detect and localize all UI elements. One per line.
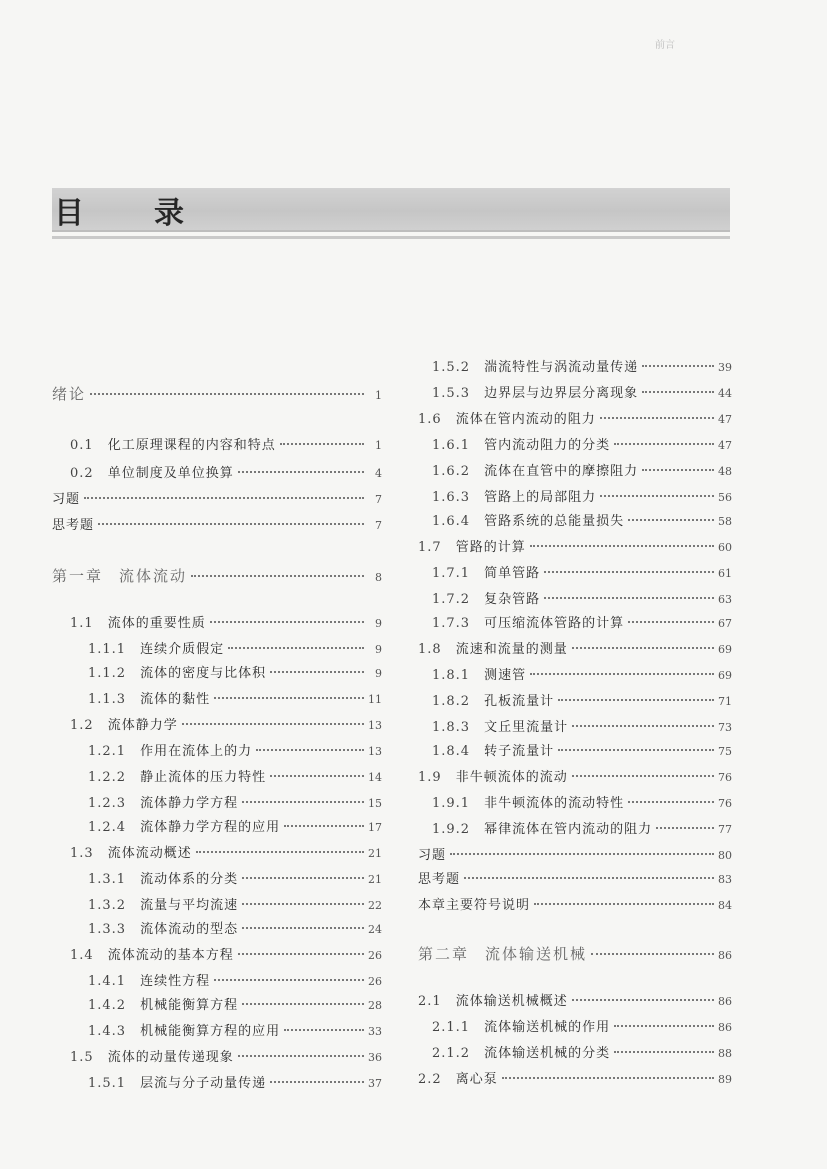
toc-entry[interactable]: [52, 843, 382, 865]
toc-entry[interactable]: [52, 565, 382, 589]
toc-entry[interactable]: [418, 537, 732, 559]
dot-leader: [628, 801, 714, 803]
toc-entry-title: 流动体系的分类: [140, 872, 239, 887]
toc-entry[interactable]: [52, 995, 382, 1017]
dot-leader: [242, 903, 364, 905]
toc-entry-title: 流量与平均流速: [140, 898, 239, 913]
toc-entry-page: 69: [718, 643, 732, 656]
toc-entry-title: 化工原理课程的内容和特点: [107, 438, 276, 453]
toc-entry-number: 1.3: [70, 846, 94, 861]
toc-entry-number: 1.4.3: [88, 1024, 127, 1039]
dot-leader: [284, 1029, 364, 1031]
toc-entry-number: 1.7.3: [432, 616, 471, 631]
toc-entry-page: 11: [368, 693, 382, 706]
dot-leader: [242, 927, 364, 929]
toc-entry-page: 1: [375, 439, 382, 452]
toc-entry-page: 21: [368, 873, 382, 886]
toc-entry[interactable]: [52, 971, 382, 993]
toc-entry[interactable]: [418, 487, 732, 509]
toc-entry[interactable]: [52, 945, 382, 967]
toc-entry-title: 转子流量计: [484, 744, 555, 759]
toc-entry[interactable]: [52, 515, 382, 537]
dot-leader: [614, 1025, 714, 1027]
toc-entry-number: 1.2: [70, 718, 94, 733]
toc-entry-title: 管路上的局部阻力: [484, 490, 597, 505]
dot-leader: [572, 775, 714, 777]
toc-entry-page: 83: [718, 873, 732, 886]
toc-entry[interactable]: [418, 819, 732, 841]
toc-entry-page: 71: [718, 695, 732, 708]
toc-entry[interactable]: [418, 767, 732, 789]
toc-entry-number: 2.1.1: [432, 1020, 471, 1035]
toc-entry[interactable]: [52, 489, 382, 511]
toc-entry-title: 管路的计算: [455, 540, 526, 555]
toc-entry-title: 边界层与边界层分离现象: [484, 386, 639, 401]
dot-leader: [558, 699, 714, 701]
toc-entry-title: 习题: [52, 492, 81, 507]
toc-entry[interactable]: [418, 357, 732, 379]
toc-entry-title: 流体静力学方程: [140, 796, 239, 811]
dot-leader: [450, 853, 714, 855]
toc-entry-number: 1.5.1: [88, 1076, 127, 1091]
toc-entry-title: 流体流动的基本方程: [107, 948, 234, 963]
toc-entry-number: 1.4.2: [88, 998, 127, 1013]
toc-entry-number: 0.1: [70, 438, 94, 453]
toc-entry-page: 47: [718, 413, 732, 426]
toc-entry-number: 1.5: [70, 1050, 94, 1065]
toc-entry-number: 1.6: [418, 412, 442, 427]
toc-entry-page: 4: [375, 467, 382, 480]
toc-entry-number: 1.9.1: [432, 796, 471, 811]
toc-entry-page: 28: [368, 999, 382, 1012]
toc-entry-title: 孔板流量计: [484, 694, 555, 709]
toc-entry-number: 1.8.2: [432, 694, 471, 709]
toc-entry-title: 管路系统的总能量损失: [484, 514, 625, 529]
toc-entry[interactable]: [418, 1043, 732, 1065]
dot-leader: [600, 417, 714, 419]
toc-entry-title: 流体输送机械概述: [455, 994, 568, 1009]
toc-entry-page: 44: [718, 387, 732, 400]
dot-leader: [238, 953, 364, 955]
toc-entry-page: 7: [375, 493, 382, 506]
toc-entry-title: 流体输送机械: [485, 945, 588, 963]
dot-leader: [214, 697, 364, 699]
toc-entry-title: 流速和流量的测量: [455, 642, 568, 657]
toc-entry[interactable]: [52, 383, 382, 407]
toc-entry-number: 1.3.3: [88, 922, 127, 937]
toc-entry-title: 离心泵: [455, 1072, 498, 1087]
toc-entry-number: 0.2: [70, 466, 94, 481]
toc-entry-page: 21: [368, 847, 382, 860]
toc-entry[interactable]: [418, 1069, 732, 1091]
dot-leader: [591, 953, 714, 955]
toc-entry-number: 1.8: [418, 642, 442, 657]
toc-entry-page: 24: [368, 923, 382, 936]
toc-entry-page: 84: [718, 899, 732, 912]
toc-entry[interactable]: [52, 793, 382, 815]
toc-entry-page: 47: [718, 439, 732, 452]
toc-entry-title: 非牛顿流体的流动: [455, 770, 568, 785]
toc-entry[interactable]: [418, 741, 732, 763]
toc-entry-number: 1.1.1: [88, 642, 127, 657]
toc-entry[interactable]: [418, 717, 732, 739]
dot-leader: [628, 519, 714, 521]
toc-entry[interactable]: [52, 1073, 382, 1095]
toc-entry-number: 1.3.2: [88, 898, 127, 913]
dot-leader: [642, 365, 714, 367]
toc-entry-number: 第二章: [418, 945, 470, 963]
toc-entry-page: 7: [375, 519, 382, 532]
dot-leader: [656, 827, 714, 829]
dot-leader: [238, 1055, 364, 1057]
toc-entry[interactable]: [418, 991, 732, 1013]
toc-entry-number: 1.2.4: [88, 820, 127, 835]
toc-entry[interactable]: [418, 639, 732, 661]
toc-entry[interactable]: [418, 943, 732, 967]
toc-entry[interactable]: [52, 817, 382, 839]
toc-entry-number: 1.9.2: [432, 822, 471, 837]
toc-entry-page: 75: [718, 745, 732, 758]
toc-entry-number: 1.9: [418, 770, 442, 785]
toc-entry[interactable]: [52, 895, 382, 917]
dot-leader: [614, 443, 714, 445]
dot-leader: [544, 597, 714, 599]
toc-entry-number: 2.1: [418, 994, 442, 1009]
toc-entry-page: 48: [718, 465, 732, 478]
toc-entry-title: 习题: [418, 848, 447, 863]
toc-entry[interactable]: [418, 895, 732, 917]
toc-entry[interactable]: [52, 613, 382, 635]
dot-leader: [530, 673, 714, 675]
dot-leader: [84, 497, 364, 499]
dot-leader: [502, 1077, 714, 1079]
toc-entry[interactable]: [52, 767, 382, 789]
toc-entry-title: 幂律流体在管内流动的阻力: [484, 822, 653, 837]
toc-entry-page: 39: [718, 361, 732, 374]
toc-entry[interactable]: [52, 463, 382, 485]
toc-entry-title: 连续介质假定: [140, 642, 225, 657]
toc-entry-page: 67: [718, 617, 732, 630]
toc-entry-number: 1.7: [418, 540, 442, 555]
toc-entry-page: 63: [718, 593, 732, 606]
toc-entry-page: 13: [368, 719, 382, 732]
dot-leader: [256, 749, 364, 751]
toc-entry-page: 9: [375, 617, 382, 630]
toc-entry-title: 思考题: [52, 518, 95, 533]
dot-leader: [642, 469, 714, 471]
toc-entry-page: 17: [368, 821, 382, 834]
toc-entry-title: 可压缩流体管路的计算: [484, 616, 625, 631]
dot-leader: [544, 571, 714, 573]
dot-leader: [628, 621, 714, 623]
toc-entry[interactable]: [418, 1017, 732, 1039]
toc-entry-title: 流体输送机械的作用: [484, 1020, 611, 1035]
dot-leader: [614, 1051, 714, 1053]
dot-leader: [270, 671, 364, 673]
toc-entry[interactable]: [418, 409, 732, 431]
toc-entry-title: 流体的黏性: [140, 692, 211, 707]
toc-entry-page: 26: [368, 949, 382, 962]
toc-entry-page: 86: [718, 949, 732, 962]
toc-entry[interactable]: [52, 919, 382, 941]
page-header-corner: 前言: [655, 40, 675, 51]
toc-entry-number: 1.3.1: [88, 872, 127, 887]
toc-entry-title: 流体流动概述: [107, 846, 192, 861]
toc-entry-title: 非牛顿流体的流动特性: [484, 796, 625, 811]
toc-entry[interactable]: [418, 665, 732, 687]
dot-leader: [228, 647, 364, 649]
toc-entry[interactable]: [52, 663, 382, 685]
toc-entry-title: 流体静力学方程的应用: [140, 820, 281, 835]
dot-leader: [558, 749, 714, 751]
toc-entry-title: 流体的动量传递现象: [107, 1050, 234, 1065]
dot-leader: [642, 391, 714, 393]
toc-entry-title: 流体的密度与比体积: [140, 666, 267, 681]
toc-entry-number: 1.7.2: [432, 592, 471, 607]
toc-entry[interactable]: [418, 563, 732, 585]
toc-entry-title: 静止流体的压力特性: [140, 770, 267, 785]
toc-entry-page: 89: [718, 1073, 732, 1086]
toc-entry-number: 1.7.1: [432, 566, 471, 581]
dot-leader: [196, 851, 364, 853]
dot-leader: [182, 723, 364, 725]
toc-entry-title: 机械能衡算方程的应用: [140, 1024, 281, 1039]
toc-entry-title: 复杂管路: [484, 592, 541, 607]
toc-entry[interactable]: [418, 793, 732, 815]
toc-entry-number: 1.1: [70, 616, 94, 631]
toc-entry-number: 1.1.2: [88, 666, 127, 681]
toc-entry[interactable]: [418, 691, 732, 713]
dot-leader: [534, 903, 714, 905]
toc-entry-title: 文丘里流量计: [484, 720, 569, 735]
dot-leader: [572, 999, 714, 1001]
toc-entry-title: 层流与分子动量传递: [140, 1076, 267, 1091]
toc-entry-page: 9: [375, 643, 382, 656]
toc-entry-number: 1.2.1: [88, 744, 127, 759]
toc-entry-title: 作用在流体上的力: [140, 744, 253, 759]
toc-entry-number: 2.2: [418, 1072, 442, 1087]
toc-entry[interactable]: [52, 689, 382, 711]
toc-entry-title: 思考题: [418, 872, 461, 887]
toc-entry-title: 流体流动: [119, 567, 188, 585]
toc-entry-number: 1.2.3: [88, 796, 127, 811]
toc-entry[interactable]: [52, 715, 382, 737]
toc-entry-number: 1.6.3: [432, 490, 471, 505]
toc-entry[interactable]: [52, 1021, 382, 1043]
toc-entry[interactable]: [418, 845, 732, 867]
toc-entry-page: 58: [718, 515, 732, 528]
toc-entry-page: 36: [368, 1051, 382, 1064]
dot-leader: [572, 647, 714, 649]
toc-entry-page: 86: [718, 1021, 732, 1034]
dot-leader: [600, 495, 714, 497]
toc-entry-number: 2.1.2: [432, 1046, 471, 1061]
toc-entry-page: 56: [718, 491, 732, 504]
toc-entry[interactable]: [418, 589, 732, 611]
toc-entry-page: 61: [718, 567, 732, 580]
dot-leader: [242, 877, 364, 879]
toc-entry-title: 绪论: [52, 385, 87, 403]
toc-entry-number: 1.2.2: [88, 770, 127, 785]
dot-leader: [530, 545, 714, 547]
toc-entry-page: 88: [718, 1047, 732, 1060]
toc-entry-title: 机械能衡算方程: [140, 998, 239, 1013]
toc-entry-page: 9: [375, 667, 382, 680]
toc-entry-page: 33: [368, 1025, 382, 1038]
toc-entry-title: 流体输送机械的分类: [484, 1046, 611, 1061]
toc-entry-number: 1.6.4: [432, 514, 471, 529]
toc-entry-page: 76: [718, 797, 732, 810]
toc-entry-number: 1.4.1: [88, 974, 127, 989]
dot-leader: [210, 621, 364, 623]
dot-leader: [242, 1003, 364, 1005]
toc-entry[interactable]: [52, 741, 382, 763]
toc-entry-number: 1.4: [70, 948, 94, 963]
toc-entry-number: 1.6.2: [432, 464, 471, 479]
toc-entry-number: 1.5.2: [432, 360, 471, 375]
dot-leader: [191, 575, 364, 577]
dot-leader: [98, 523, 364, 525]
toc-entry-number: 1.8.4: [432, 744, 471, 759]
toc-entry-page: 86: [718, 995, 732, 1008]
toc-entry-title: 管内流动阻力的分类: [484, 438, 611, 453]
toc-entry[interactable]: [52, 435, 382, 457]
toc-entry-page: 14: [368, 771, 382, 784]
toc-entry[interactable]: [52, 869, 382, 891]
toc-entry-title: 本章主要符号说明: [418, 898, 531, 913]
toc-entry-title: 简单管路: [484, 566, 541, 581]
toc-entry[interactable]: [418, 511, 732, 533]
toc-entry-title: 流体在管内流动的阻力: [455, 412, 596, 427]
toc-entry-page: 22: [368, 899, 382, 912]
toc-entry-title: 单位制度及单位换算: [107, 466, 234, 481]
title-rule: [52, 236, 730, 239]
toc-entry[interactable]: [418, 461, 732, 483]
dot-leader: [464, 877, 714, 879]
toc-entry-page: 8: [375, 571, 382, 584]
toc-entry[interactable]: [52, 639, 382, 661]
toc-entry[interactable]: [418, 435, 732, 457]
toc-entry-page: 26: [368, 975, 382, 988]
dot-leader: [270, 1081, 364, 1083]
toc-entry-page: 13: [368, 745, 382, 758]
toc-entry[interactable]: [52, 1047, 382, 1069]
dot-leader: [238, 471, 364, 473]
toc-entry-page: 76: [718, 771, 732, 784]
dot-leader: [90, 393, 364, 395]
toc-entry-title: 流体流动的型态: [140, 922, 239, 937]
page-title: 目录: [54, 196, 254, 231]
toc-entry-page: 73: [718, 721, 732, 734]
toc-entry-number: 1.8.3: [432, 720, 471, 735]
dot-leader: [284, 825, 364, 827]
toc-entry-title: 湍流特性与涡流动量传递: [484, 360, 639, 375]
toc-entry[interactable]: [418, 613, 732, 635]
toc-entry-page: 77: [718, 823, 732, 836]
toc-entry-title: 连续性方程: [140, 974, 211, 989]
dot-leader: [242, 801, 364, 803]
toc-entry-page: 80: [718, 849, 732, 862]
toc-entry[interactable]: [418, 869, 732, 891]
toc-entry-page: 69: [718, 669, 732, 682]
toc-entry-number: 1.1.3: [88, 692, 127, 707]
toc-entry-title: 测速管: [484, 668, 527, 683]
toc-entry-title: 流体静力学: [107, 718, 178, 733]
toc-entry-number: 1.5.3: [432, 386, 471, 401]
dot-leader: [214, 979, 364, 981]
toc-entry-number: 第一章: [52, 567, 104, 585]
toc-entry-page: 37: [368, 1077, 382, 1090]
toc-entry-number: 1.6.1: [432, 438, 471, 453]
dot-leader: [572, 725, 714, 727]
toc-entry-page: 60: [718, 541, 732, 554]
dot-leader: [280, 443, 364, 445]
toc-entry-title: 流体的重要性质: [107, 616, 206, 631]
toc-entry[interactable]: [418, 383, 732, 405]
dot-leader: [270, 775, 364, 777]
toc-entry-page: 1: [375, 389, 382, 402]
toc-entry-page: 15: [368, 797, 382, 810]
toc-entry-number: 1.8.1: [432, 668, 471, 683]
toc-entry-title: 流体在直管中的摩擦阻力: [484, 464, 639, 479]
